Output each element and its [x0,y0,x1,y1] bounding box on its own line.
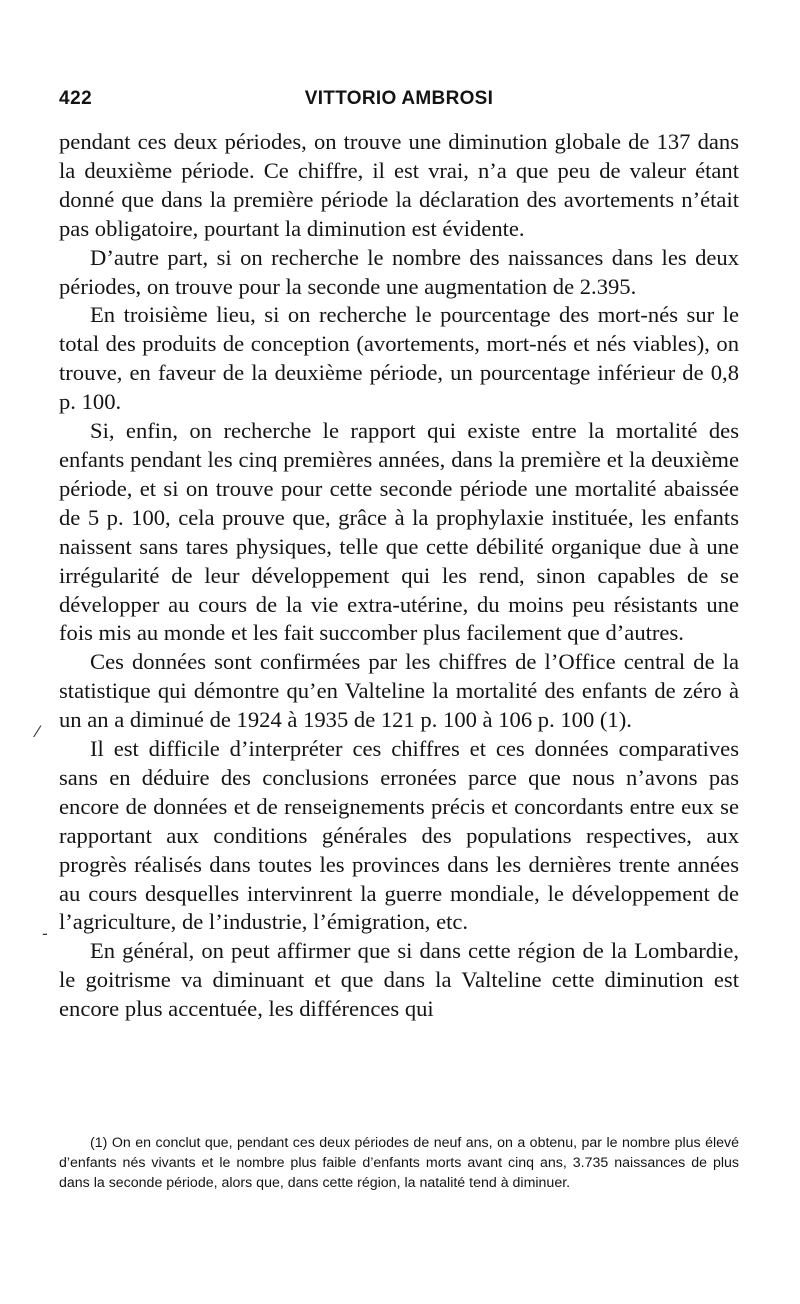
main-text [59,128,739,1024]
paragraph-5: Ces données sont confirmées par les chiffres de l’Office central de la statistique qui démontre qu’en Valteline la mortalité des enfants de zéro à un an a diminué de 1924 à 1935 de 121 p. 100 à 106 p. 100 (1). [59,649,739,733]
footnote [59,1133,739,1193]
paragraph-1: pendant ces deux périodes, on trouve une diminution globale de 137 dans la deuxième période. Ce chiffre, il est vrai, n’a que peu de valeur étant donné que dans la première période la déclaration des avortements n’était pas obligatoire, pourtant la diminution est évidente. [59,129,739,241]
page-header [59,88,739,118]
paragraph-2: D’autre part, si on recherche le nombre des naissances dans les deux périodes, on trouve pour la seconde une augmentation de 2.395. [59,244,739,299]
paragraph-6: Il est difficile d’interpréter ces chiffres et ces données comparatives sans en déduire des conclusions erronées parce que nous n’avons pas encore de données et de renseignements précis et concordants entre eux se rapportant aux conditions générales des populations respectives, aux progrès réalisés dans toutes les provinces dans les dernières trente années au cours desquelles intervinrent la guerre mondiale, le développement de l’agriculture, de l’industrie, l’émigration, etc. [59,736,739,935]
paragraph-7: En général, on peut affirmer que si dans cette région de la Lombardie, le goitrisme va diminuant et que dans la Valteline cette diminution est encore plus accentuée, les différences qui [59,938,739,1022]
margin-pencil-mark: ‐ [42,924,48,943]
running-title: VITTORIO AMBROSI [304,88,494,109]
paragraph-4: Si, enfin, on recherche le rapport qui existe entre la mortalité des enfants pendant les cinq premières années, dans la première et la deuxième période, et si on trouve pour cette seconde période une mortalité abaissée de 5 p. 100, cela prouve que, grâce à la prophylaxie instituée, les enfants naissent sans tares physiques, telle que cette débilité organique due à une irrégularité de leur développement qui les rend, sinon capables de se développer au cours de la vie extra-utérine, du moins peu résistants une fois mis au monde et les fait succomber plus facilement que d’autres. [59,418,739,646]
margin-pencil-mark: ⁄ [36,722,39,741]
page-number: 422 [59,88,93,109]
paragraph-3: En troisième lieu, si on recherche le pourcentage des mort-nés sur le total des produits de conception (avortements, mort-nés et nés viables), on trouve, en faveur de la deuxième période, un pourcentage inférieur de 0,8 p. 100. [59,302,739,415]
footnote-text: (1) On en conclut que, pendant ces deux périodes de neuf ans, on a obtenu, par le nombre plus élevé d’enfants nés vivants et le nombre plus faible d’enfants morts avant cinq ans, 3.735 naissances de plus dans la seconde période, alors que, dans cette région, la natalité tend à diminuer. [59,1135,739,1191]
